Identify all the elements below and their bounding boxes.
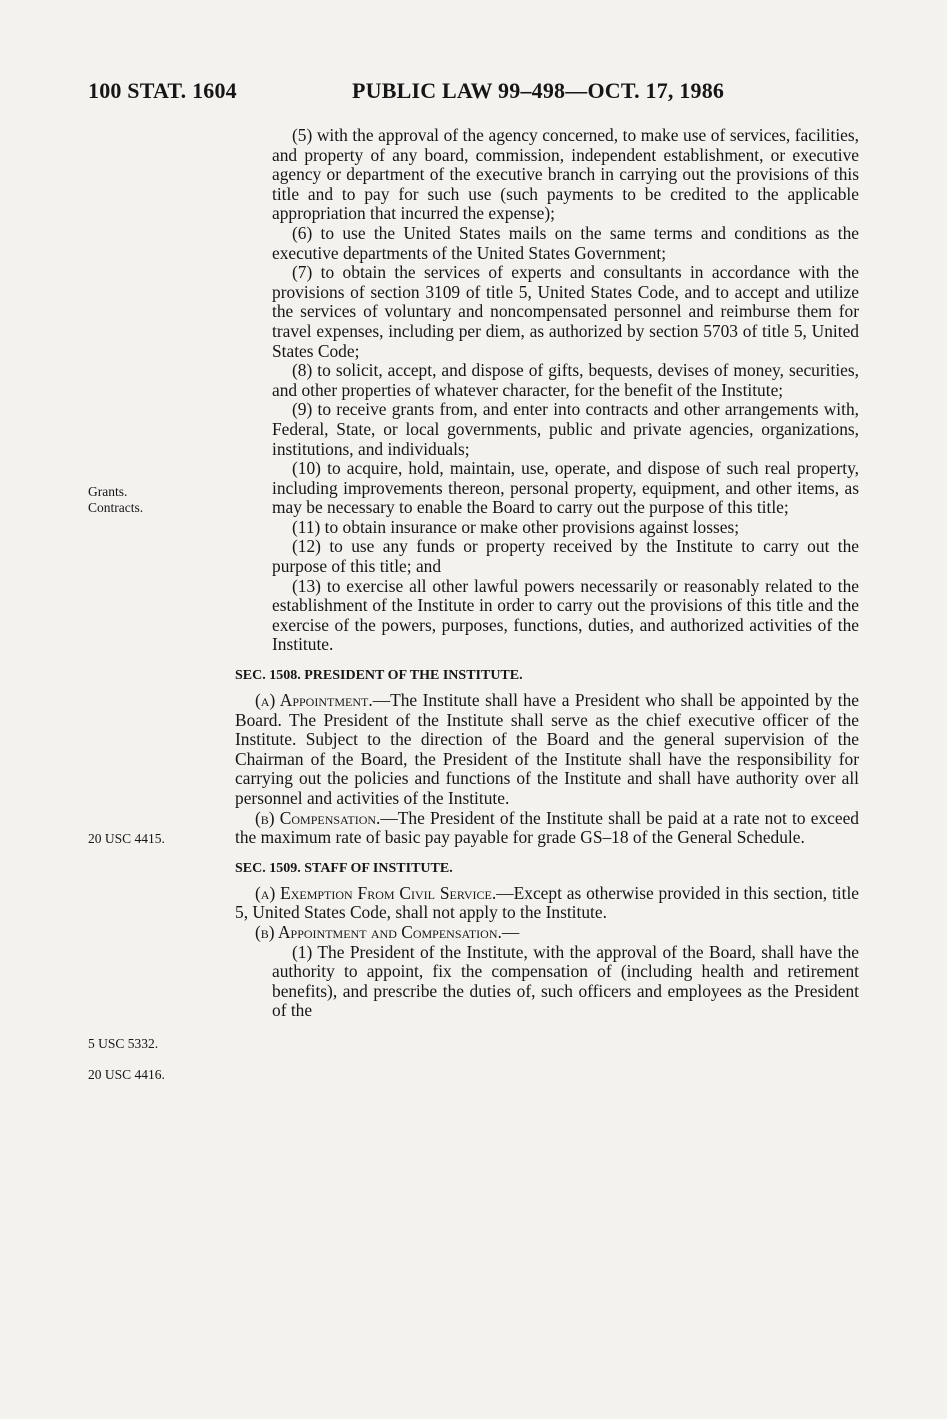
margin-note-20-usc-4415: 20 USC 4415. [88, 831, 165, 846]
subsection-text: —The President of the Institute shall be paid at a rate not to exceed the maximum rate of basic pay payable for grade GS–18 of the General Schedule. [235, 807, 859, 848]
subsection-label: (a) Appointment. [255, 690, 373, 711]
section-1509-a [235, 884, 859, 923]
paragraph-8: (8) to solicit, accept, and dispose of gifts, bequests, devises of money, securities, and other properties of whatever character, for the benefit of the Institute; [272, 360, 859, 400]
subsection-text: — [501, 921, 520, 942]
margin-note-contracts: Contracts. [88, 500, 144, 515]
paragraph-9: (9) to receive grants from, and enter into contracts and other arrangements with, Federal, State, or local governments, public and private agencies, organizations, institutions, and individuals; [272, 399, 859, 459]
section-1508-b [235, 809, 859, 848]
section-1509-b [235, 923, 859, 943]
subsection-text: —The Institute shall have a President who shall be appointed by the Board. The President of the Institute shall serve as the chief executive officer of the Institute. Subject to the direction of the Board and the general supervision of the Chairman of the Board, the President of the Institute shall have the responsibility for carrying out the policies and functions of the Institute and shall have authority over all personnel and activities of the Institute. [235, 690, 859, 808]
body-text [235, 126, 859, 1021]
subsection-label: (b) Appointment and Compensation. [255, 921, 502, 942]
running-header: PUBLIC LAW 99–498—OCT. 17, 1986 [352, 78, 725, 103]
subsection-label: (a) Exemption From Civil Service. [255, 882, 497, 903]
section-1508-a [235, 691, 859, 809]
paragraph-12: (12) to use any funds or property received by the Institute to carry out the purpose of this title; and [272, 536, 859, 577]
paragraph-5: (5) with the approval of the agency concerned, to make use of services, facilities, and property of any board, commission, independent establishment, or executive agency or department of the executive branch in carrying out the provisions of this title and to pay for such use (such payments to be credited to the applicable appropriation that incurred the expense); [272, 125, 859, 224]
paragraph-7: (7) to obtain the services of experts and consultants in accordance with the provisions of section 3109 of title 5, United States Code, and to accept and utilize the services of voluntary and noncompensated personnel and reimburse them for travel expenses, including per diem, as authorized by section 5703 of title 5, United States Code; [272, 262, 859, 361]
paragraph-10: (10) to acquire, hold, maintain, use, operate, and dispose of such real property, including improvements thereon, personal property, equipment, and other items, as may be necessary to enable the Board to carry out the purpose of this title; [272, 458, 859, 518]
margin-note-5-usc-5332: 5 USC 5332. [88, 1036, 159, 1051]
subsection-label: (b) Compensation. [255, 807, 381, 828]
paragraph-11: (11) to obtain insurance or make other provisions against losses; [292, 516, 740, 537]
margin-note-20-usc-4416: 20 USC 4416. [88, 1067, 165, 1082]
margin-note-grants: Grants. [88, 484, 128, 499]
paragraph-13: (13) to exercise all other lawful powers necessarily or reasonably related to the establishment of the Institute in order to carry out the provisions of this title and the exercise of the powers, purposes, functions, duties, and authorized activities of the Institute. [272, 575, 859, 655]
section-1509-b-1: (1) The President of the Institute, with the approval of the Board, shall have the authority to appoint, fix the compensation of (including health and retirement benefits), and prescribe the duties of, such officers and employees as the President of the [272, 941, 859, 1021]
paragraph-6: (6) to use the United States mails on the same terms and conditions as the executive departments of the United States Government; [272, 222, 859, 263]
section-1508-heading: SEC. 1508. PRESIDENT OF THE INSTITUTE. [235, 668, 523, 684]
subsection-text: —Except as otherwise provided in this section, title 5, United States Code, shall not apply to the Institute. [235, 882, 860, 923]
page-citation: 100 STAT. 1604 [88, 78, 237, 103]
section-1509-heading: SEC. 1509. STAFF OF INSTITUTE. [235, 860, 453, 876]
